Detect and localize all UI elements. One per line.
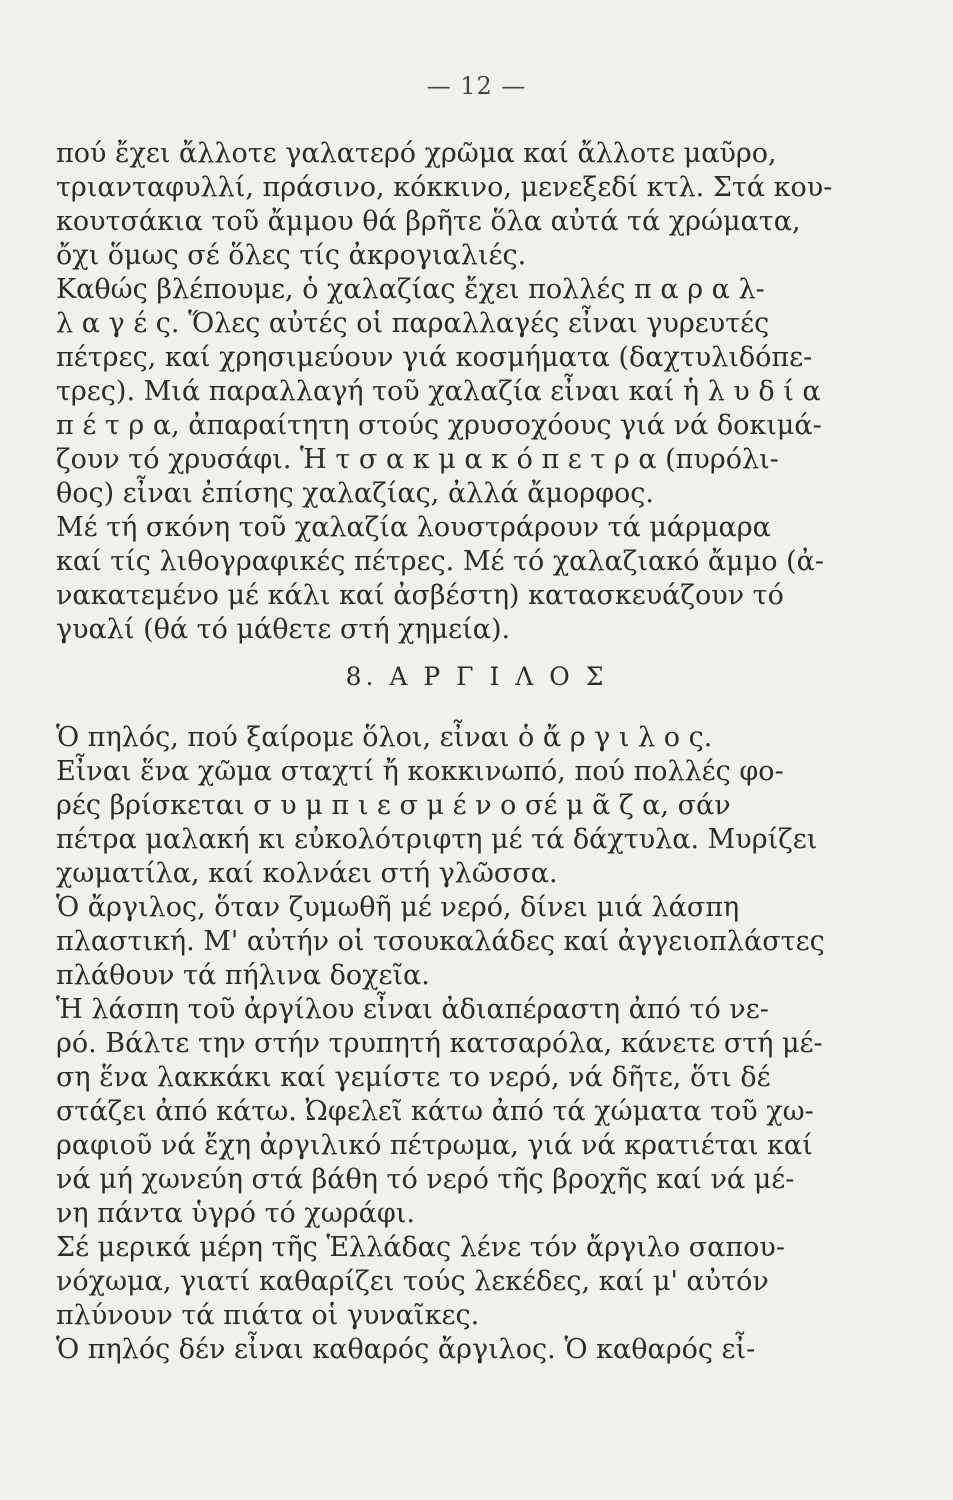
text-line: θος) εἶναι ἐπίσης χαλαζίας, ἀλλά ἄμορφος. bbox=[56, 478, 654, 509]
text-line: νόχωμα, γιατί καθαρίζει τούς λεκέδες, καί μ' αὐτόν bbox=[56, 1266, 769, 1297]
text-line: κουτσάκια τοῦ ἄμμου θά βρῆτε ὅλα αὐτά τά χρώματα, bbox=[56, 206, 801, 237]
text-line: νά μή χωνεύη στά βάθη τό νερό τῆς βροχῆς καί νά μέ- bbox=[56, 1164, 795, 1195]
text-line: γυαλί (θά τό μάθετε στή χημεία). bbox=[56, 614, 511, 645]
text-line: ση ἕνα λακκάκι καί γεμίστε το νερό, νά δῆτε, ὅτι δέ bbox=[56, 1062, 771, 1093]
text-line: λ α γ έ ς. Ὅλες αὐτές οἱ παραλλαγές εἶναι γυρευτές bbox=[56, 308, 770, 339]
text-line: Μέ τή σκόνη τοῦ χαλαζία λουστράρουν τά μάρμαρα bbox=[56, 512, 771, 543]
text-line: χωματίλα, καί κολνάει στή γλῶσσα. bbox=[56, 858, 558, 889]
text-line: Ὁ ἄργιλος, ὅταν ζυμωθῆ μέ νερό, δίνει μιά λάσπη bbox=[56, 892, 740, 923]
text-line: νη πάντα ὑγρό τό χωράφι. bbox=[56, 1198, 415, 1229]
text-line: π έ τ ρ α, ἀπαραίτητη στούς χρυσοχόους γιά νά δοκιμά- bbox=[56, 410, 822, 441]
text-line: Ὁ πηλός, πού ξαίρομε ὅλοι, εἶναι ὁ ἄ ρ γ ι λ ο ς. bbox=[56, 722, 713, 753]
text-line: ραφιοῦ νά ἔχη ἀργιλικό πέτρωμα, γιά νά κρατιέται καί bbox=[56, 1130, 813, 1161]
section-heading: 8. Α Ρ Γ Ι Λ Ο Σ bbox=[345, 662, 608, 691]
text-line: Ἡ λάσπη τοῦ ἀργίλου εἶναι ἀδιαπέραστη ἀπό τό νε- bbox=[56, 994, 769, 1025]
text-line: ρές βρίσκεται σ υ μ π ι ε σ μ έ ν ο σέ μ ᾶ ζ α, σάν bbox=[56, 790, 731, 821]
text-line: πέτρα μαλακή κι εὐκολότριφτη μέ τά δάχτυλα. Μυρίζει bbox=[56, 824, 818, 855]
text-line: πέτρες, καί χρησιμεύουν γιά κοσμήματα (δαχτυλιδόπε- bbox=[56, 342, 813, 373]
text-line: ὄχι ὅμως σέ ὅλες τίς ἀκρογιαλιές. bbox=[56, 240, 527, 271]
text-line: πλάθουν τά πήλινα δοχεῖα. bbox=[56, 960, 430, 991]
text-line: Καθώς βλέπουμε, ὁ χαλαζίας ἔχει πολλές π α ρ α λ- bbox=[56, 274, 765, 305]
text-line: νακατεμένο μέ κάλι καί ἀσβέστη) κατασκευάζουν τό bbox=[56, 580, 784, 611]
text-line: πού ἔχει ἄλλοτε γαλατερό χρῶμα καί ἄλλοτε μαῦρο, bbox=[56, 138, 777, 169]
text-line: Εἶναι ἕνα χῶμα σταχτί ἤ κοκκινωπό, πού πολλές φο- bbox=[56, 756, 784, 787]
text-line: τρες). Μιά παραλλαγή τοῦ χαλαζία εἶναι καί ἡ λ υ δ ί α bbox=[56, 376, 821, 407]
text-line: καί τίς λιθογραφικές πέτρες. Μέ τό χαλαζιακό ἄμμο (ἀ- bbox=[56, 546, 824, 577]
text-line: Ὁ πηλός δέν εἶναι καθαρός ἄργιλος. Ὁ καθαρός εἶ- bbox=[56, 1334, 756, 1365]
text-line: πλαστική. Μ' αὐτήν οἱ τσουκαλάδες καί ἀγγειοπλάστες bbox=[56, 926, 825, 957]
text-line: τριανταφυλλί, πράσινο, κόκκινο, μενεξεδί κτλ. Στά κου- bbox=[56, 172, 833, 203]
text-line: στάζει ἀπό κάτω. Ὠφελεῖ κάτω ἀπό τά χώματα τοῦ χω- bbox=[56, 1096, 814, 1127]
text-line: Σέ μερικά μέρη τῆς Ἑλλάδας λένε τόν ἄργιλο σαπου- bbox=[56, 1232, 785, 1263]
page-number: — 12 — bbox=[426, 72, 527, 100]
text-line: πλύνουν τά πιάτα οἱ γυναῖκες. bbox=[56, 1300, 480, 1331]
text-line: ρό. Βάλτε την στήν τρυπητή κατσαρόλα, κάνετε στή μέ- bbox=[56, 1028, 823, 1059]
text-line: ζουν τό χρυσάφι. Ἡ τ σ α κ μ α κ ό π ε τ ρ α (πυρόλι- bbox=[56, 444, 779, 475]
